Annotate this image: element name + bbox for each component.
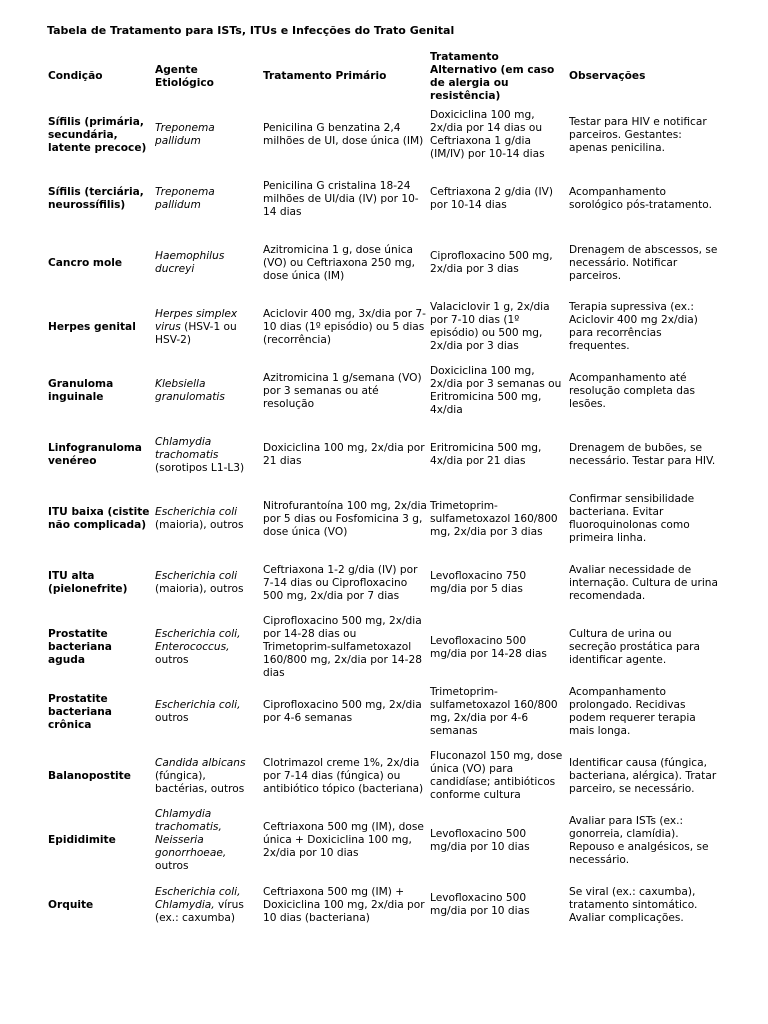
agent-cell — [154, 551, 262, 615]
notes-cell: Testar para HIV e notificar parceiros. Gestantes: apenas penicilina. — [569, 115, 707, 154]
alternative-treatment-cell: Doxiciclina 100 mg, 2x/dia por 14 dias ou Ceftriaxona 1 g/dia (IM/IV) por 10-14 dias — [430, 109, 545, 160]
agent-detail: (HSV-1 ou HSV-2) — [155, 320, 237, 346]
alternative-treatment-cell: Levofloxacino 500 mg/dia por 10 dias — [430, 827, 530, 853]
agent-cell — [154, 231, 262, 295]
notes-cell: Avaliar necessidade de internação. Cultura de urina recomendada. — [569, 563, 719, 602]
header-condition: Condição — [48, 70, 103, 82]
alternative-treatment-cell: Levofloxacino 500 mg/dia por 14-28 dias — [430, 634, 547, 660]
header-alternative-treatment: Tratamento Alternativo (em caso de alergia ou resistência) — [430, 50, 555, 102]
alternative-treatment-cell: Trimetoprim-sulfametoxazol 160/800 mg, 2x/dia por 4-6 semanas — [430, 686, 558, 737]
condition-cell: Herpes genital — [48, 320, 136, 333]
agent-cell — [154, 873, 262, 937]
agent-cell — [154, 423, 262, 487]
condition-cell: ITU alta (pielonefrite) — [48, 570, 128, 595]
header-notes: Observações — [569, 70, 646, 82]
agent-cell — [154, 487, 262, 551]
primary-treatment-cell: Ciprofloxacino 500 mg, 2x/dia por 4-6 semanas — [263, 699, 422, 724]
agent-name: Treponema pallidum — [155, 186, 215, 211]
table-row — [47, 873, 723, 937]
condition-cell: Sífilis (terciária, neurossífilis) — [48, 186, 144, 211]
agent-name: Treponema pallidum — [155, 122, 215, 147]
agent-name: Escherichia coli, Chlamydia, — [155, 885, 241, 911]
condition-cell: Sífilis (primária, secundária, latente precoce) — [48, 115, 147, 154]
agent-detail: outros — [155, 860, 189, 872]
agent-cell — [154, 744, 262, 808]
agent-name: Escherichia coli, — [155, 699, 241, 711]
notes-cell: Drenagem de abscessos, se necessário. Notificar parceiros. — [569, 243, 718, 282]
primary-treatment-cell: Ceftriaxona 500 mg (IM), dose única + Doxiciclina 100 mg, 2x/dia por 10 dias — [263, 821, 424, 859]
condition-cell: Linfogranuloma venéreo — [48, 442, 142, 467]
primary-treatment-cell: Clotrimazol creme 1%, 2x/dia por 7-14 dias (fúngica) ou antibiótico tópico (bacteriana) — [263, 756, 424, 795]
agent-detail: (fúngica), bactérias, outros — [155, 769, 245, 795]
alternative-treatment-cell: Valaciclovir 1 g, 2x/dia por 7-10 dias (1º episódio) ou 500 mg, 2x/dia por 3 dias — [430, 301, 550, 352]
header-primary-treatment: Tratamento Primário — [263, 70, 387, 82]
notes-cell: Se viral (ex.: caxumba), tratamento sintomático. Avaliar complicações. — [569, 885, 698, 924]
table-row — [47, 680, 723, 744]
notes-cell: Drenagem de bubões, se necessário. Testar para HIV. — [569, 442, 716, 467]
table-row — [47, 615, 723, 680]
alternative-treatment-cell: Levofloxacino 500 mg/dia por 10 dias — [430, 892, 530, 917]
agent-name: Candida albicans — [155, 756, 246, 769]
notes-cell: Acompanhamento prolongado. Recidivas podem requerer terapia mais longa. — [569, 686, 696, 737]
alternative-treatment-cell: Ciprofloxacino 500 mg, 2x/dia por 3 dias — [430, 250, 553, 275]
alternative-treatment-cell: Doxiciclina 100 mg, 2x/dia por 3 semanas ou Eritromicina 500 mg, 4x/dia — [430, 365, 562, 416]
table-row — [47, 423, 723, 487]
notes-cell: Acompanhamento até resolução completa das lesões. — [569, 371, 696, 410]
primary-treatment-cell: Penicilina G cristalina 18-24 milhões de UI/dia (IV) por 10-14 dias — [263, 179, 419, 218]
agent-name: Klebsiella granulomatis — [155, 378, 225, 403]
condition-cell: Granuloma inguinale — [48, 378, 114, 403]
table-row — [47, 359, 723, 423]
agent-name: Escherichia coli — [155, 570, 238, 582]
agent-name: Chlamydia trachomatis — [155, 435, 219, 461]
condition-cell: ITU baixa (cistite não complicada) — [48, 506, 150, 531]
primary-treatment-cell: Penicilina G benzatina 2,4 milhões de UI, dose única (IM) — [263, 122, 424, 147]
agent-name: Escherichia coli, Enterococcus, — [155, 628, 241, 653]
condition-cell: Balanopostite — [48, 769, 131, 782]
agent-cell — [154, 103, 262, 167]
alternative-treatment-cell: Fluconazol 150 mg, dose única (VO) para candidíase; antibióticos conforme cultura — [430, 750, 563, 801]
agent-cell — [154, 359, 262, 423]
treatment-table — [47, 50, 723, 937]
agent-name: Chlamydia trachomatis, Neisseria gonorrhoeae, — [155, 808, 227, 859]
alternative-treatment-cell: Levofloxacino 750 mg/dia por 5 dias — [430, 570, 527, 595]
notes-cell: Acompanhamento sorológico pós-tratamento. — [569, 186, 712, 211]
primary-treatment-cell: Ciprofloxacino 500 mg, 2x/dia por 14-28 dias ou Trimetoprim-sulfametoxazol 160/800 mg, 2x/dia por 14-28 dias — [263, 615, 422, 679]
table-row — [47, 231, 723, 295]
table-row — [47, 295, 723, 359]
agent-cell — [154, 167, 262, 231]
primary-treatment-cell: Aciclovir 400 mg, 3x/dia por 7-10 dias (1º episódio) ou 5 dias (recorrência) — [263, 307, 426, 346]
agent-name: Escherichia coli — [155, 506, 238, 518]
agent-detail: outros — [155, 712, 189, 724]
table-row — [47, 103, 723, 167]
condition-cell: Orquite — [48, 898, 94, 911]
document-page — [47, 24, 727, 937]
notes-cell: Avaliar para ISTs (ex.: gonorreia, clamídia). Repouso e analgésicos, se necessário. — [569, 814, 709, 866]
table-row — [47, 808, 723, 873]
agent-name: Herpes simplex virus — [155, 307, 238, 333]
notes-cell: Cultura de urina ou secreção prostática para identificar agente. — [569, 628, 701, 666]
agent-detail: (sorotipos L1-L3) — [155, 461, 245, 474]
agent-detail: vírus (ex.: caxumba) — [155, 898, 244, 924]
condition-cell: Cancro mole — [48, 256, 123, 269]
condition-cell: Prostatite bacteriana aguda — [48, 628, 112, 666]
notes-cell: Confirmar sensibilidade bacteriana. Evitar fluoroquinolonas como primeira linha. — [569, 493, 695, 544]
condition-cell: Epididimite — [48, 834, 116, 846]
agent-detail: (maioria), outros — [155, 519, 244, 531]
notes-cell: Terapia supressiva (ex.: Aciclovir 400 mg 2x/dia) para recorrências frequentes. — [569, 301, 698, 352]
primary-treatment-cell: Doxiciclina 100 mg, 2x/dia por 21 dias — [263, 442, 425, 467]
document-title: Tabela de Tratamento para ISTs, ITUs e Infecções do Trato Genital — [47, 24, 455, 37]
primary-treatment-cell: Ceftriaxona 500 mg (IM) + Doxiciclina 100 mg, 2x/dia por 10 dias (bacteriana) — [263, 885, 425, 924]
alternative-treatment-cell: Ceftriaxona 2 g/dia (IV) por 10-14 dias — [430, 186, 553, 211]
agent-name: Haemophilus ducreyi — [155, 250, 225, 275]
agent-cell — [154, 295, 262, 359]
table-row — [47, 167, 723, 231]
notes-cell: Identificar causa (fúngica, bacteriana, alérgica). Tratar parceiro, se necessário. — [569, 756, 717, 795]
agent-cell — [154, 808, 262, 873]
table-row — [47, 487, 723, 551]
agent-cell — [154, 615, 262, 680]
alternative-treatment-cell: Trimetoprim-sulfametoxazol 160/800 mg, 2x/dia por 3 dias — [430, 499, 558, 538]
condition-cell: Prostatite bacteriana crônica — [48, 692, 112, 731]
agent-detail: (maioria), outros — [155, 583, 244, 595]
table-row — [47, 744, 723, 808]
agent-cell — [154, 680, 262, 744]
table-row — [47, 551, 723, 615]
primary-treatment-cell: Ceftriaxona 1-2 g/dia (IV) por 7-14 dias ou Ciprofloxacino 500 mg, 2x/dia por 7 dias — [263, 563, 418, 602]
header-agent: Agente Etiológico — [155, 63, 214, 89]
primary-treatment-cell: Azitromicina 1 g/semana (VO) por 3 semanas ou até resolução — [263, 371, 422, 410]
primary-treatment-cell: Nitrofurantoína 100 mg, 2x/dia por 5 dias ou Fosfomicina 3 g, dose única (VO) — [263, 499, 427, 538]
alternative-treatment-cell: Eritromicina 500 mg, 4x/dia por 21 dias — [430, 442, 542, 467]
primary-treatment-cell: Azitromicina 1 g, dose única (VO) ou Ceftriaxona 250 mg, dose única (IM) — [263, 243, 415, 282]
agent-detail: outros — [155, 654, 189, 666]
table-header-row — [47, 50, 723, 103]
